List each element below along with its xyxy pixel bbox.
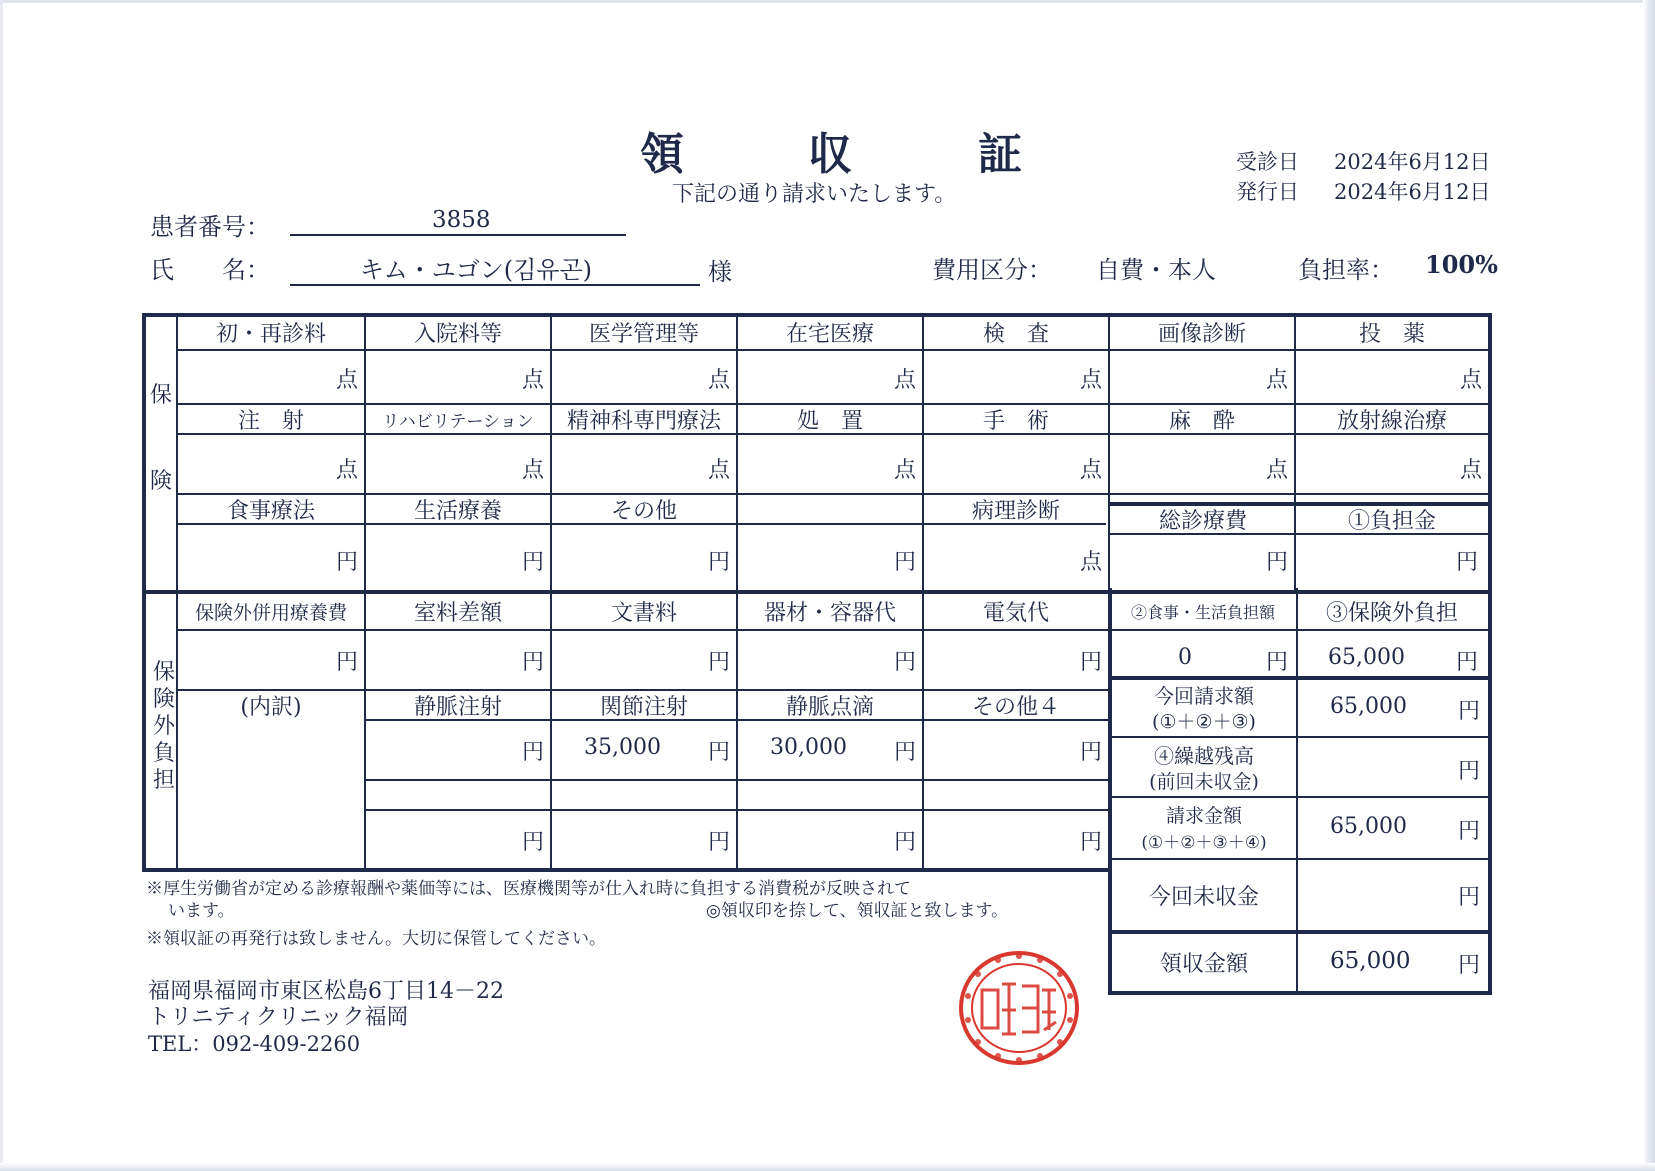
unit-point: 点 (1080, 458, 1103, 483)
unit-point: 点 (1080, 368, 1103, 393)
header-room-charge: 室料差額 (413, 601, 502, 626)
header-burden-amount: ①負担金 (1347, 508, 1436, 533)
stamp-note: ◎領収印を捺して、領収証と致します。 (706, 901, 1009, 921)
row-line-3 (176, 433, 1490, 435)
unit-yen: 円 (1456, 650, 1479, 675)
header-treatment: 処 置 (796, 408, 863, 433)
col-divider-2 (550, 313, 552, 872)
unit-point: 点 (522, 458, 545, 483)
burden-rate: 100% (1425, 250, 1498, 279)
unit-point: 点 (708, 458, 731, 483)
col-divider-4 (922, 313, 924, 872)
page-edge-top (0, 0, 1655, 3)
unit-yen: 円 (894, 830, 917, 855)
unit-yen: 円 (1458, 759, 1481, 784)
unit-yen: 円 (522, 740, 545, 765)
unit-point: 点 (522, 368, 545, 393)
visit-date-label: 受診日 (1236, 150, 1299, 174)
lower-row-line-4 (364, 779, 1108, 781)
title-char-3: 証 (978, 129, 1022, 180)
header-radiation: 放射線治療 (1336, 408, 1447, 433)
header-electricity: 電気代 (982, 601, 1049, 626)
uncollected-label: 今回未収金 (1148, 884, 1259, 910)
unit-point: 点 (1266, 368, 1289, 393)
non-insurance-side-char: 外 (152, 714, 175, 739)
patient-number-underline (290, 234, 626, 236)
non-insurance-side-char: 険 (152, 687, 175, 712)
header-medication: 投 薬 (1358, 321, 1425, 347)
header-out-of-insurance: ③保険外負担 (1325, 601, 1458, 626)
unit-yen: 円 (522, 650, 545, 675)
current-billing-label: 今回請求額 (1154, 683, 1254, 708)
header-combined-care: 保険外併用療養費 (194, 602, 347, 624)
unit-yen: 円 (1080, 650, 1103, 675)
page-edge-right (1643, 0, 1655, 1171)
clinic-name: トリニティクリニック福岡 (148, 1005, 409, 1030)
patient-number-label: 患者番号： (150, 213, 270, 241)
current-billing-formula: (①＋②＋③) (1152, 710, 1256, 733)
header-equipment: 器材・容器代 (763, 601, 896, 626)
cost-category-label: 費用区分： (932, 256, 1052, 284)
page-edge-bottom (0, 1163, 1655, 1171)
clinic-seal (958, 950, 1080, 1066)
title-char-1: 領 (640, 129, 684, 180)
header-total-medical-fee: 総診療費 (1158, 508, 1247, 533)
tax-note-line-1: ※厚生労働省が定める診療報酬や薬価等には、医療機関等が仕入れ時に負担する消費税が反映されて (146, 879, 911, 899)
title-char-2: 収 (808, 129, 852, 180)
received-amount-label: 領収金額 (1159, 952, 1248, 977)
summary-line-3 (1108, 796, 1492, 798)
unit-yen: 円 (708, 740, 731, 765)
breakdown-joint-injection: 関節注射 (599, 694, 688, 719)
col-divider-3 (736, 313, 738, 872)
header-initial-visit: 初・再診料 (215, 321, 326, 347)
billed-total-value: 65,000 (1330, 814, 1407, 839)
col-divider-6-upper (1294, 313, 1296, 592)
unit-yen: 円 (1080, 830, 1103, 855)
unit-yen: 円 (336, 550, 359, 575)
breakdown-label: (内訳) (240, 694, 302, 719)
breakdown-iv-drip-value: 30,000 (770, 735, 847, 760)
received-amount-value: 65,000 (1330, 948, 1411, 974)
out-of-insurance-value: 65,000 (1328, 645, 1405, 670)
header-blank (738, 495, 922, 523)
billed-total-formula: (①＋②＋③＋④) (1141, 832, 1267, 853)
unit-yen: 円 (708, 650, 731, 675)
page-edge-left (0, 0, 3, 1171)
breakdown-joint-injection-value: 35,000 (584, 735, 661, 760)
header-imaging: 画像診断 (1157, 321, 1246, 347)
lower-row-line-3 (364, 719, 1108, 721)
issue-date-label: 発行日 (1236, 180, 1299, 204)
header-document-fee: 文書料 (610, 601, 677, 626)
total-box-header-line (1108, 533, 1492, 535)
unit-yen: 円 (1458, 819, 1481, 844)
col-divider-5-upper (1108, 313, 1110, 592)
unit-point: 点 (1460, 368, 1483, 393)
unit-yen: 円 (522, 830, 545, 855)
header-psychiatric: 精神科専門療法 (566, 408, 721, 433)
unit-yen: 円 (1456, 550, 1479, 575)
carryover-sublabel: (前回未収金) (1149, 770, 1259, 793)
unit-yen: 円 (894, 650, 917, 675)
clinic-tel: TEL：092-409-2260 (148, 1032, 361, 1056)
header-meal-therapy: 食事療法 (226, 498, 315, 523)
header-hospitalization: 入院料等 (413, 321, 502, 347)
unit-yen: 円 (894, 550, 917, 575)
tax-note-line-2: います。 (168, 901, 235, 921)
meal-living-burden-value: 0 (1178, 645, 1192, 670)
summary-line-2 (1108, 736, 1492, 738)
billed-total-label: 請求金額 (1165, 804, 1242, 827)
header-injection: 注 射 (237, 408, 304, 433)
breakdown-iv-drip: 静脈点滴 (785, 694, 874, 719)
issue-date: 2024年6月12日 (1334, 180, 1491, 204)
patient-name: キム・ユゴン(김유곤) (360, 256, 593, 284)
lower-row-line-5 (364, 809, 1108, 811)
unit-yen: 円 (1080, 740, 1103, 765)
non-insurance-side-char: 負 (152, 741, 175, 766)
table-border-bottom (142, 868, 1112, 872)
reissue-note: ※領収証の再発行は致しません。大切に保管してください。 (146, 929, 607, 949)
patient-number: 3858 (432, 207, 491, 233)
row-line-5 (176, 523, 1106, 525)
unit-point: 点 (1080, 550, 1103, 575)
non-insurance-side-char: 担 (152, 768, 175, 793)
insurance-side-label-2: 険 (149, 468, 172, 494)
subtitle: 下記の通り請求いたします。 (672, 182, 957, 207)
unit-yen: 円 (1458, 953, 1481, 978)
header-surgery: 手 術 (982, 408, 1049, 433)
col-divider-1 (364, 313, 366, 872)
cost-category: 自費・本人 (1096, 256, 1216, 284)
header-examination: 検 査 (982, 321, 1049, 347)
unit-yen: 円 (1458, 885, 1481, 910)
unit-point: 点 (1266, 458, 1289, 483)
header-home-care: 在宅医療 (785, 321, 874, 347)
unit-yen: 円 (1266, 550, 1289, 575)
unit-point: 点 (1460, 458, 1483, 483)
patient-name-underline (290, 284, 700, 286)
unit-point: 点 (708, 368, 731, 393)
header-medical-management: 医学管理等 (588, 321, 699, 347)
unit-yen: 円 (336, 650, 359, 675)
carryover-label: ④繰越残高 (1154, 743, 1254, 768)
current-billing-value: 65,000 (1330, 694, 1407, 719)
unit-point: 点 (336, 458, 359, 483)
unit-yen: 円 (894, 740, 917, 765)
table-border-right-upper (1488, 313, 1492, 596)
unit-yen: 円 (1266, 650, 1289, 675)
header-meal-living-burden: ②食事・生活負担額 (1130, 603, 1275, 622)
breakdown-iv-injection: 静脈注射 (413, 694, 502, 719)
breakdown-other-4: その他４ (971, 694, 1060, 719)
honorific: 様 (708, 258, 732, 286)
unit-yen: 円 (708, 830, 731, 855)
header-other: その他 (610, 498, 677, 523)
insurance-side-label-1: 保 (149, 382, 172, 408)
unit-point: 点 (894, 368, 917, 393)
clinic-address: 福岡県福岡市東区松島6丁目14－22 (148, 979, 504, 1004)
unit-yen: 円 (708, 550, 731, 575)
row-line-1 (176, 349, 1490, 351)
non-insurance-side-char: 保 (152, 660, 175, 685)
summary-box (1108, 588, 1492, 998)
patient-name-label: 氏 名： (150, 256, 270, 284)
header-living-care: 生活療養 (413, 498, 502, 523)
visit-date: 2024年6月12日 (1334, 150, 1491, 174)
unit-point: 点 (336, 368, 359, 393)
summary-border-bottom (1108, 991, 1492, 995)
unit-yen: 円 (1458, 699, 1481, 724)
unit-point: 点 (894, 458, 917, 483)
header-rehabilitation: リハビリテーション (382, 411, 534, 432)
header-pathology: 病理診断 (971, 498, 1060, 523)
unit-yen: 円 (522, 550, 545, 575)
header-anesthesia: 麻 酔 (1168, 408, 1235, 433)
non-insurance-side-label (150, 659, 178, 794)
burden-rate-label: 負担率： (1298, 256, 1394, 284)
